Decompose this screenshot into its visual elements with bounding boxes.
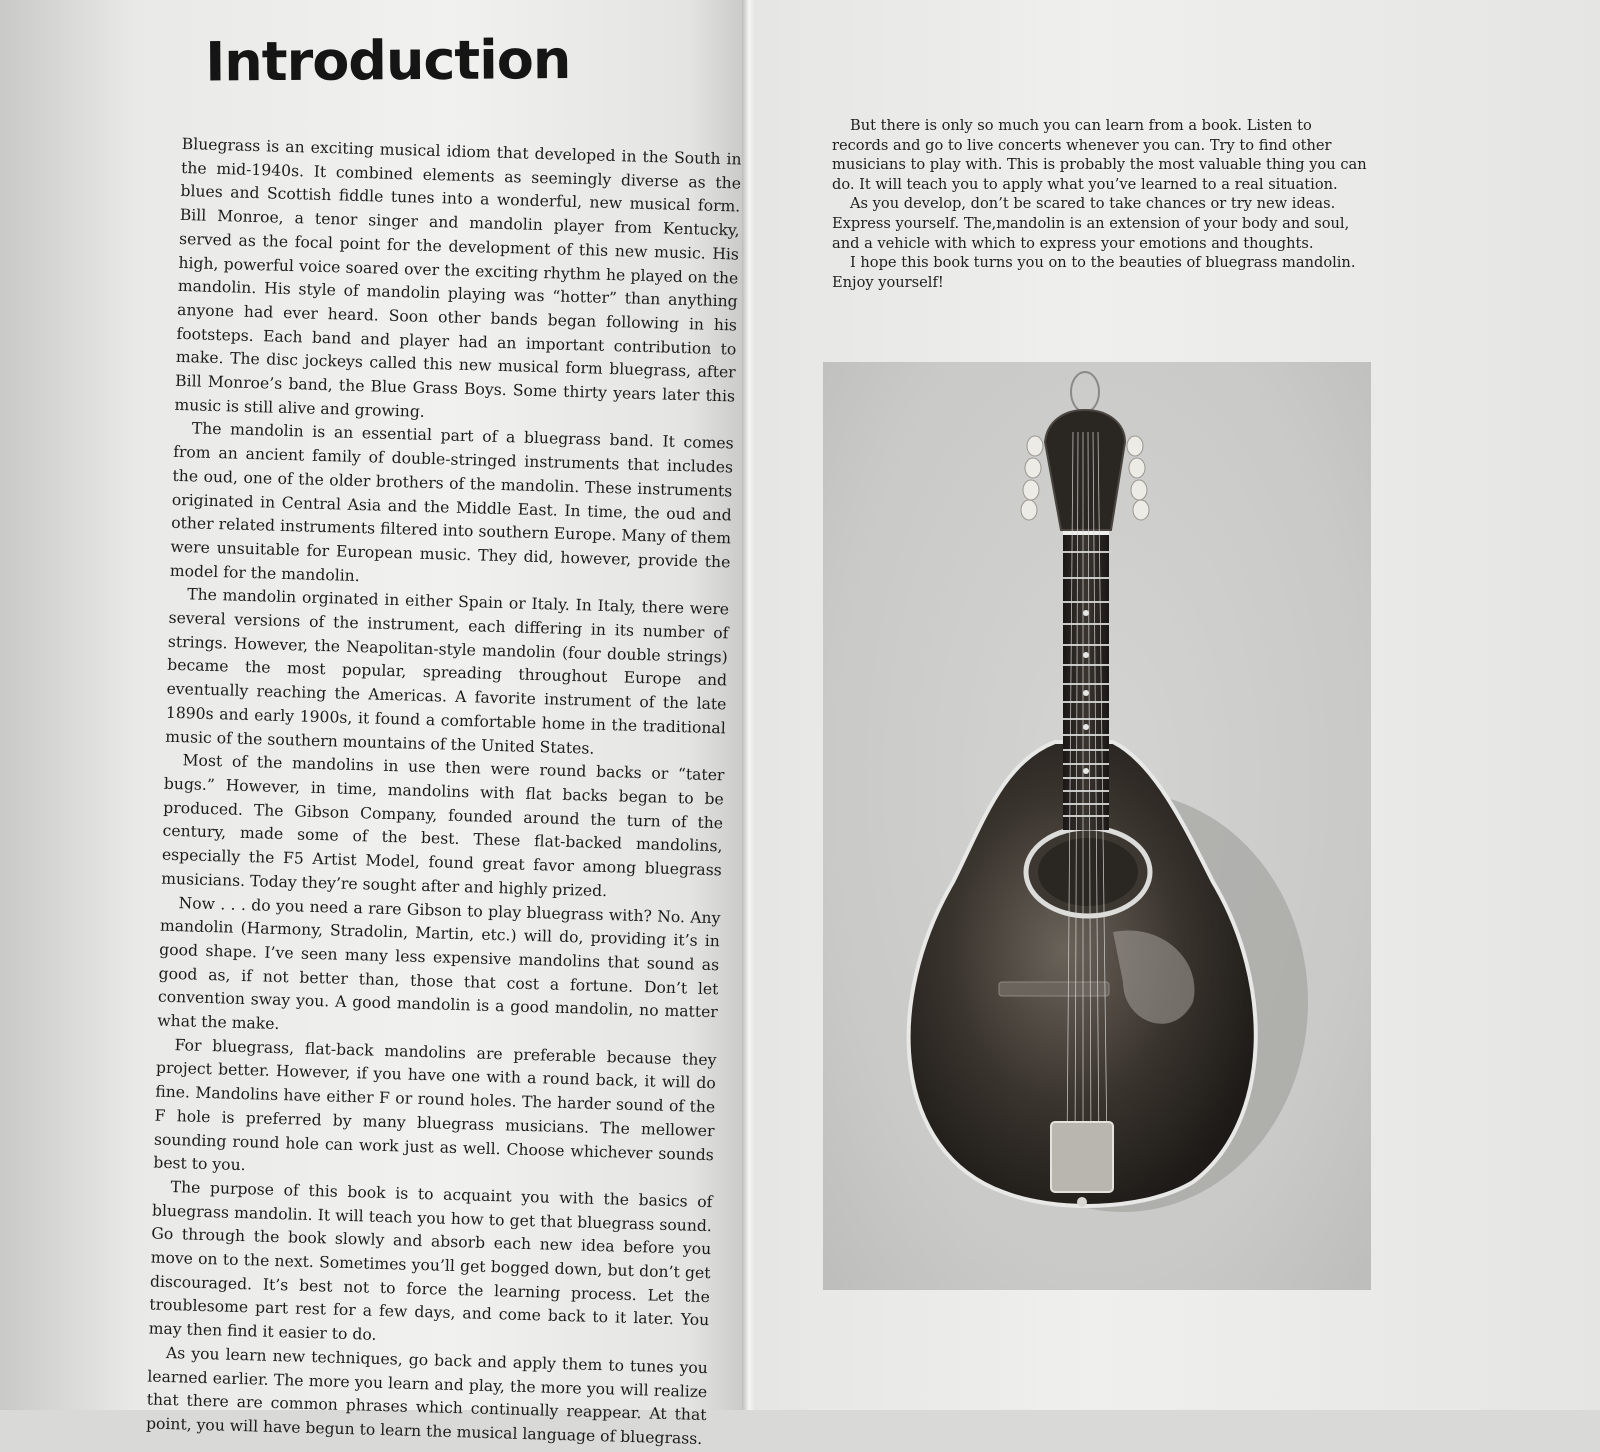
paragraph: The mandolin is an essential part of a bluegrass band. It comes from an ancient family of double-stringed instruments that includes the oud, one of the older brothers of the mandolin. These instruments originated in Central Asia and the Middle East. In time, the oud and other related instruments filtered into southern Europe. Many of them were unsuitable for European music. They did, however, provide the model for the mandolin. <box>169 419 734 585</box>
paragraph: Most of the mandolins in use then were round backs or “tater bugs.” However, in time, mandolins with flat backs began to be produced. The Gibson Company, founded around the turn of the century, made some of the best. These flat-backed mandolins, especially the F5 Artist Model, found great favor among bluegrass musicians. Today they’re sought after and highly prized. <box>161 751 725 900</box>
paragraph: As you develop, don’t be scared to take chances or try new ideas. Express yourself. The,mandolin is an extension of your body and soul, and a vehicle with which to express your emotions and thoughts. <box>832 195 1350 252</box>
introduction-body <box>146 133 742 1452</box>
tailpiece <box>1051 1122 1113 1192</box>
paragraph: As you learn new techniques, go back and apply them to tunes you learned earlier. The more you learn and play, the more you will realize that there are common phrases which continually reappear. At that point, you will have begun to learn the musical language of bluegrass. <box>145 1343 709 1448</box>
mandolin-photo <box>823 362 1371 1290</box>
paragraph: The mandolin orginated in either Spain or Italy. In Italy, there were several versions of the instrument, each differing in its number of strings. However, the Neapolitan-style mandolin (four double strings) became the most popular, spreading throughout Europe and eventually reaching the Americas. A favorite instrument of the late 1890s and early 1900s, it found a comfortable home in the traditional music of the southern mountains of the United States. <box>165 585 730 758</box>
paragraph: The purpose of this book is to acquaint you with the basics of bluegrass mandolin. It will teach you how to get that bluegrass sound. Go through the book slowly and absorb each new idea before you move on to the next. Sometimes you’ll get bogged down, but don’t get discouraged. It’s best not to force the learning process. Let the troublesome part rest for a few days, and come back to it later. You may then find it easier to do. <box>148 1177 713 1345</box>
mandolin-illustration <box>823 362 1371 1290</box>
right-page-text <box>832 116 1370 292</box>
left-page-content <box>146 30 745 1452</box>
paragraph: Bluegrass is an exciting musical idiom that developed in the South in the mid-1940s. It combined elements as seemingly diverse as the blues and Scottish fiddle tunes into a wonderful, new musical form. Bill Monroe, a tenor singer and mandolin player from Kentucky, served as the focal point for the development of this new music. His high, powerful voice soared over the exciting rhythm he played on the mandolin. His style of mandolin playing was “hotter” than anything anyone had ever heard. Soon other bands began following in his footsteps. Each band and player had an important contribution to make. The disc jockeys called this new musical form bluegrass, after Bill Monroe’s band, the Blue Grass Boys. Some thirty years later this music is still alive and growing. <box>174 134 742 421</box>
paragraph: But there is only so much you can learn from a book. Listen to records and go to live concerts whenever you can. Try to find other musicians to play with. This is probably the most valuable thing you can do. It will teach you to apply what you’ve learned to a real situation. <box>832 117 1367 193</box>
headstock <box>1045 410 1125 530</box>
page-title: Introduction <box>204 28 571 94</box>
paragraph: For bluegrass, flat-back mandolins are preferable because they project better. However, if you have one with a round back, it will do fine. Mandolins have either F or round holes. The harder sound of the F hole is preferred by many bluegrass musicians. The mellower sounding round hole can work just as well. Choose whichever sounds best to you. <box>153 1035 717 1175</box>
paragraph: I hope this book turns you on to the beauties of bluegrass mandolin. Enjoy yourself! <box>832 254 1356 291</box>
paragraph: Now . . . do you need a rare Gibson to play bluegrass with? No. Any mandolin (Harmony, Stradolin, Martin, etc.) will do, providing it’s in good shape. I’ve seen many less expensive mandolins that sound as good as, if not better than, those that cost a fortune. Don’t let convention sway you. A good mandolin is a good mandolin, no matter what the make. <box>157 893 721 1034</box>
